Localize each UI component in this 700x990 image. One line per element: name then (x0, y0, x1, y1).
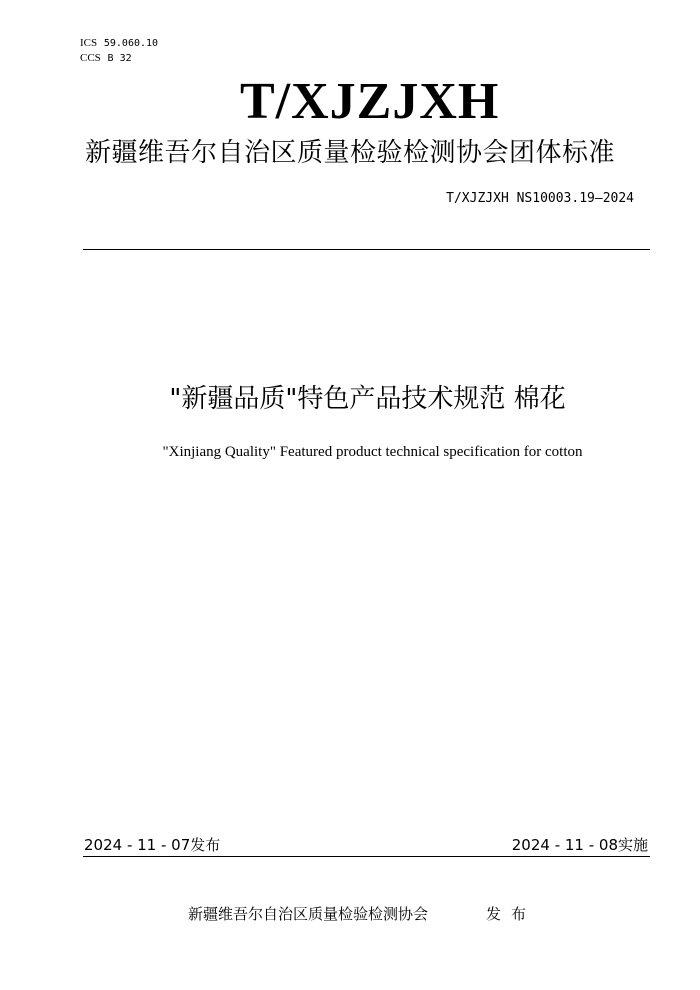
footer-divider (83, 856, 650, 857)
issue-label: 发布 (486, 905, 537, 923)
issuing-organization: 新疆维吾尔自治区质量检验检测协会 (188, 905, 429, 923)
standard-logo-text: T/XJZJXH (240, 73, 500, 130)
classification-codes (80, 36, 158, 66)
document-title-en: "Xinjiang Quality" Featured product technical specification for cotton (162, 444, 583, 460)
ccs-label: CCS (80, 52, 101, 64)
standard-number: T/XJZJXH NS10003.19—2024 (446, 191, 634, 206)
implementation-date: 2024 - 11 - 08实施 (511, 836, 648, 854)
document-title-zh: "新疆品质"特色产品技术规范 棉花 (169, 384, 566, 414)
ccs-code (80, 51, 158, 66)
organization-title: 新疆维吾尔自治区质量检验检测协会团体标准 (84, 138, 615, 168)
ics-value: 59.060.10 (103, 38, 159, 49)
ccs-value: B 32 (107, 53, 132, 64)
ics-code (80, 36, 158, 51)
release-date: 2024 - 11 - 07发布 (84, 836, 221, 854)
ics-label: ICS (80, 37, 98, 49)
header-divider (83, 249, 650, 250)
